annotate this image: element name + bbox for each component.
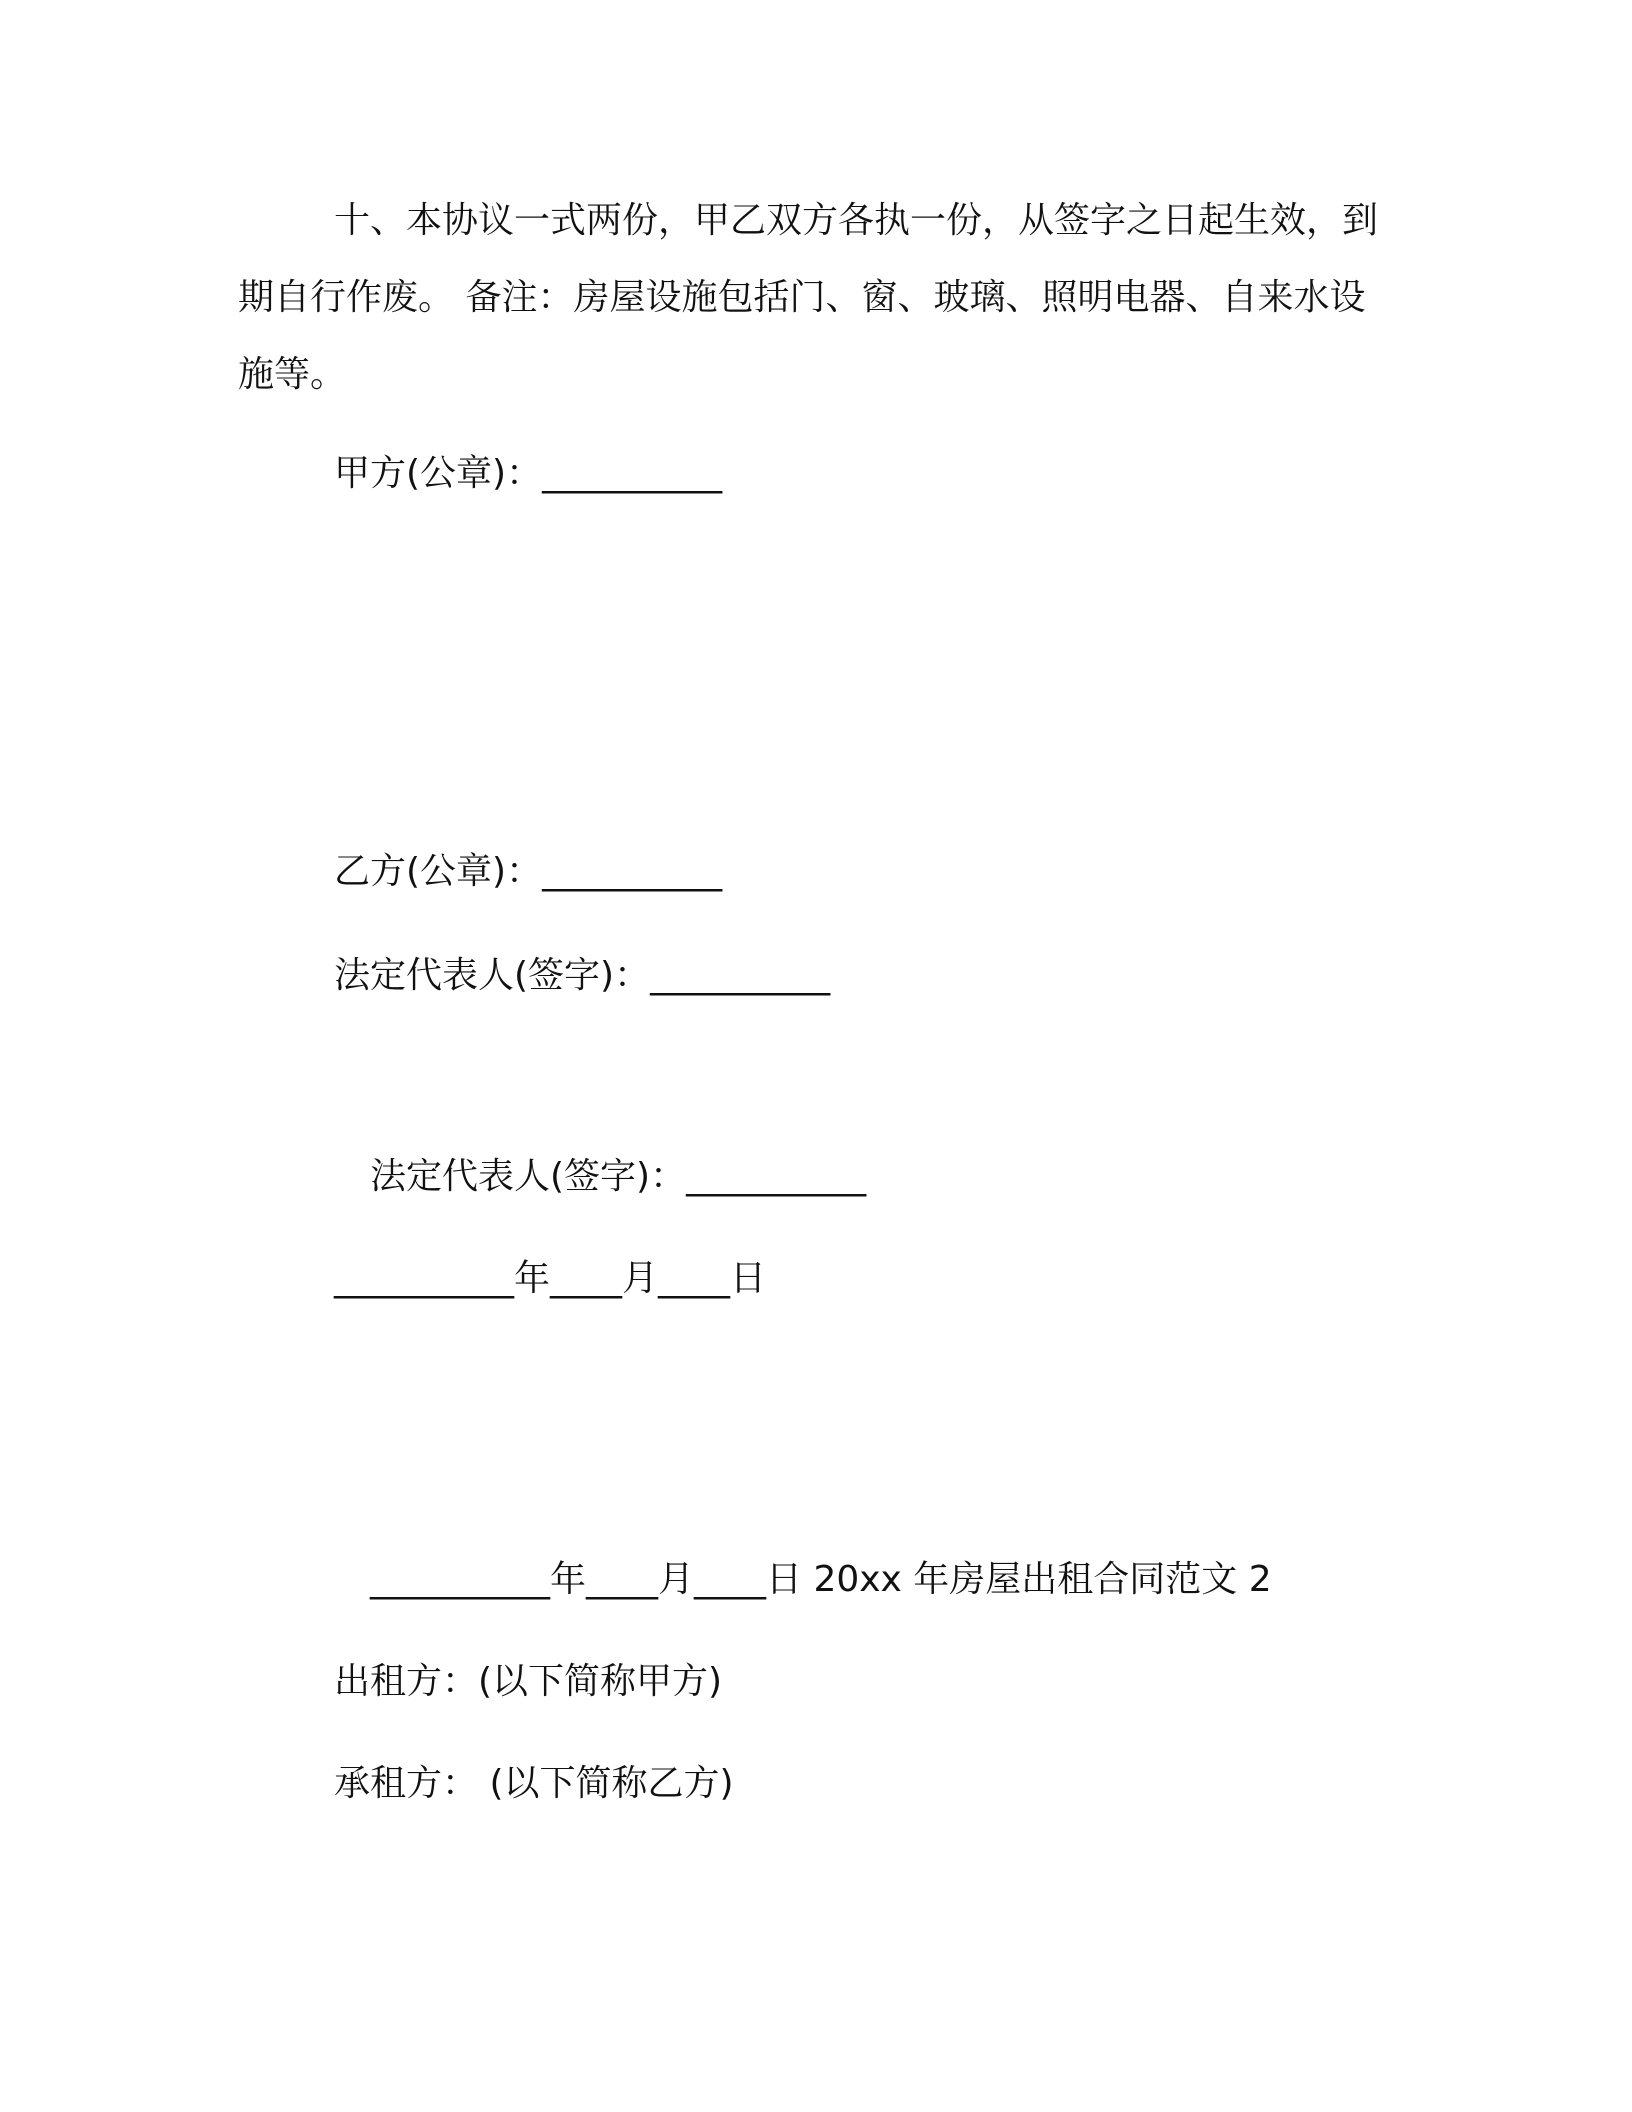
legal-representative-signature-line-2: 法定代表人(签字)：__________: [370, 1156, 867, 1197]
lessee-line: 承租方： (以下简称乙方): [334, 1763, 734, 1804]
legal-representative-signature-line: 法定代表人(签字)：__________: [334, 955, 831, 996]
party-b-seal-line: 乙方(公章)：__________: [334, 851, 723, 892]
date-and-contract-title-line: __________年____月____日 20xx 年房屋出租合同范文 2: [370, 1559, 1272, 1600]
lessor-line: 出租方：(以下简称甲方): [334, 1661, 723, 1702]
date-line: __________年____月____日: [334, 1258, 766, 1299]
clause-ten-paragraph: 十、本协议一式两份，甲乙双方各执一份，从签字之日起生效，到期自行作废。 备注：房屋设施包括门、窗、玻璃、照明电器、自来水设施等。: [238, 200, 1379, 395]
party-a-seal-line: 甲方(公章)：__________: [334, 453, 723, 494]
